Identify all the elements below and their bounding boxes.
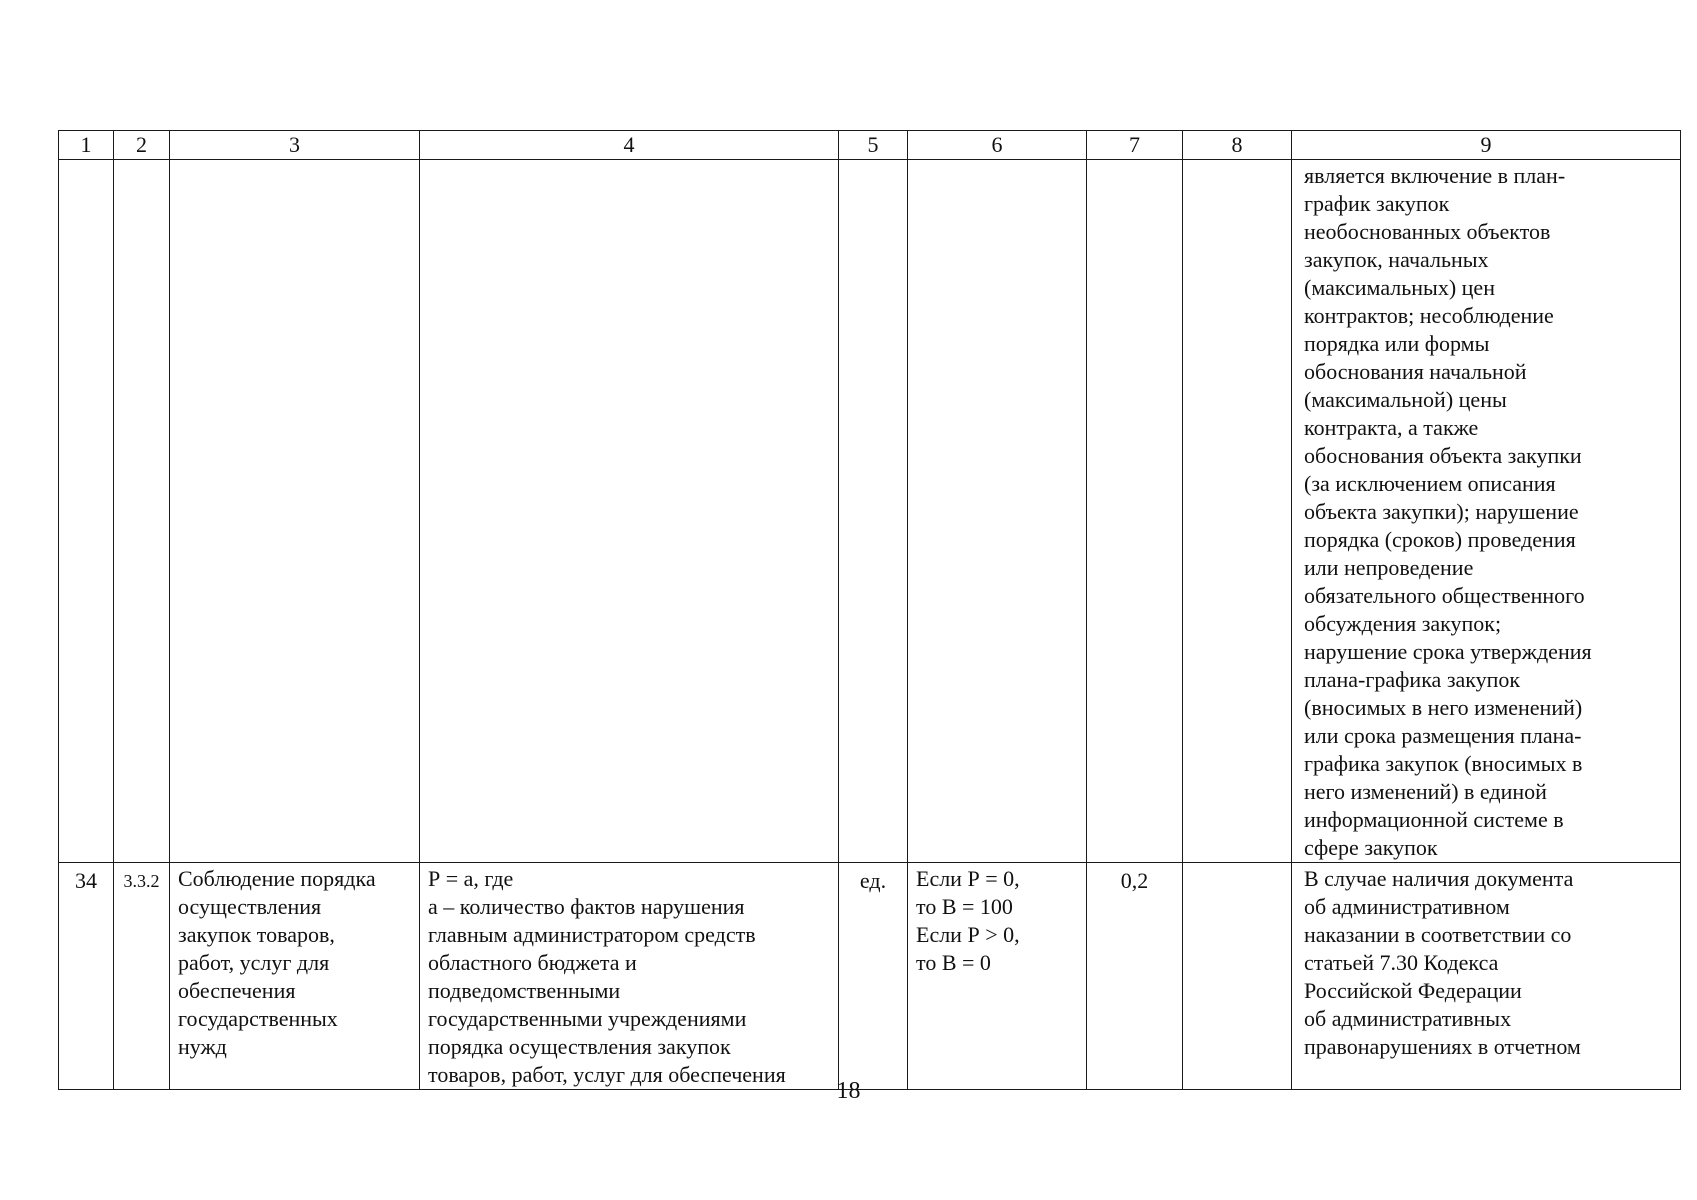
- calculation-formula-cell: [420, 863, 839, 1090]
- continuation-row: [59, 160, 1681, 863]
- note-cell: [1292, 863, 1681, 1090]
- column-number-8: 8: [1183, 131, 1292, 160]
- column-number-3: 3: [170, 131, 420, 160]
- weight-cell: [1087, 863, 1183, 1090]
- calculation-formula: Р = а, где а – количество фактов нарушения главным администратором средств областного бюджета и подведомственными государственными учреждениями порядка осуществления закупок товаров, работ, услуг для обеспечения: [428, 866, 786, 1087]
- continuation-cell-8: [1183, 160, 1292, 863]
- indicator-name: Соблюдение порядка осуществления закупок товаров, работ, услуг для обеспечения государственных нужд: [178, 866, 376, 1059]
- table-row-34: [59, 863, 1681, 1090]
- column-number-2: 2: [114, 131, 170, 160]
- row-number-cell: [59, 863, 114, 1090]
- column-number-4: 4: [420, 131, 839, 160]
- column-number-6: 6: [908, 131, 1087, 160]
- column-8-value: [1183, 863, 1291, 865]
- indicator-name-cell: [170, 863, 420, 1090]
- continuation-cell-3: [170, 160, 420, 863]
- continuation-cell-6: [908, 160, 1087, 863]
- column-number-9: 9: [1292, 131, 1681, 160]
- column-number-5: 5: [839, 131, 908, 160]
- continuation-cell-9: [1292, 160, 1681, 863]
- indicator-code: 3.3.2: [123, 871, 160, 891]
- column-8-cell: [1183, 863, 1292, 1090]
- score-rule-cell: [908, 863, 1087, 1090]
- column-number-header-row: [59, 131, 1681, 160]
- continuation-cell-7: [1087, 160, 1183, 863]
- continuation-cell-1: [59, 160, 114, 863]
- row-number: 34: [75, 868, 97, 893]
- column-number-1: 1: [59, 131, 114, 160]
- note-text: В случае наличия документа об административном наказании в соответствии со статьей 7.30 Кодекса Российской Федерации об административных правонарушениях в отчетном: [1304, 866, 1581, 1059]
- indicator-code-cell: [114, 863, 170, 1090]
- continuation-cell-2: [114, 160, 170, 863]
- column-number-7: 7: [1087, 131, 1183, 160]
- continuation-cell-4: [420, 160, 839, 863]
- unit: ед.: [859, 868, 887, 893]
- continuation-cell-5: [839, 160, 908, 863]
- page-number: 18: [836, 1078, 861, 1104]
- score-rule: Если Р = 0, то В = 100 Если Р > 0, то В = 0: [916, 866, 1020, 975]
- unit-cell: [839, 863, 908, 1090]
- indicators-table: [58, 130, 1681, 1090]
- violations-description-text: является включение в план- график закупок необоснованных объектов закупок, начальных (максимальных) цен контрактов; несоблюдение порядка или формы обоснования начальной (максимальной) цены контракта, а также обоснования объекта закупки (за исключением описания объекта закупки); нарушение порядка (сроков) проведения или непроведение обязательного общественного обсуждения закупок; нарушение срока утверждения плана-графика закупок (вносимых в него изменений) или срока размещения плана- графика закупок (вносимых в него изменений) в единой информационной системе в сфере закупок: [1304, 163, 1592, 860]
- weight: 0,2: [1120, 868, 1149, 893]
